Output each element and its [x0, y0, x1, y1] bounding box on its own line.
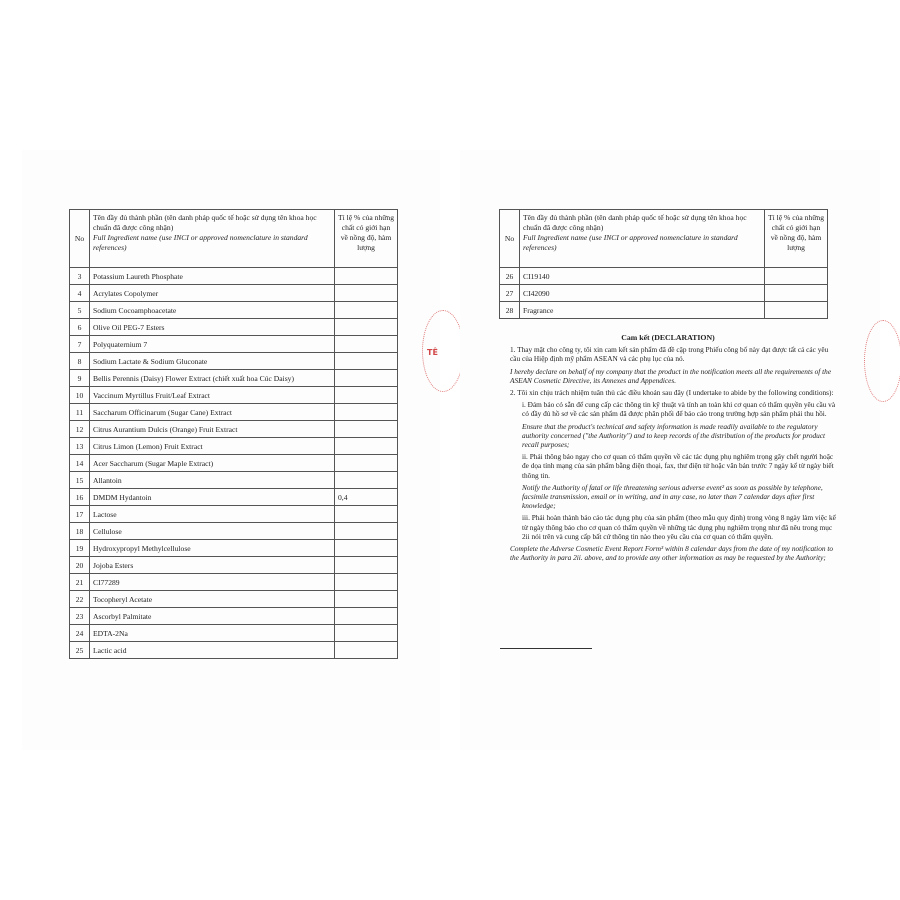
row-ingredient-name: Sodium Lactate & Sodium Gluconate [90, 353, 335, 370]
row-no: 8 [70, 353, 90, 370]
row-percentage [335, 387, 398, 404]
declaration-section [500, 333, 836, 565]
table-row [70, 319, 398, 336]
row-no: 7 [70, 336, 90, 353]
row-no: 28 [500, 302, 520, 319]
row-percentage [335, 523, 398, 540]
row-no: 15 [70, 472, 90, 489]
row-ingredient-name: Tocopheryl Acetate [90, 591, 335, 608]
table-row [70, 370, 398, 387]
row-ingredient-name: Citrus Aurantium Dulcis (Orange) Fruit Extract [90, 421, 335, 438]
row-percentage [335, 642, 398, 659]
row-no: 26 [500, 268, 520, 285]
table-row [70, 608, 398, 625]
condition-ii-en: Notify the Authority of fatal or life threatening serious adverse event² as soon as possible by telephone, facsimile transmission, email or in writing, and in any case, no later than 7 calendar days after first knowledge; [522, 482, 823, 511]
row-ingredient-name: Acer Saccharum (Sugar Maple Extract) [90, 455, 335, 472]
table-row [70, 421, 398, 438]
table-row [70, 557, 398, 574]
row-percentage [335, 472, 398, 489]
row-ingredient-name: Jojoba Esters [90, 557, 335, 574]
row-no: 12 [70, 421, 90, 438]
row-no: 16 [70, 489, 90, 506]
table-row [70, 506, 398, 523]
row-percentage [335, 608, 398, 625]
table-row [70, 353, 398, 370]
row-percentage [335, 506, 398, 523]
header-pct: Tỉ lệ % của những chất có giới hạn về nồng độ, hàm lượng [335, 210, 398, 268]
ingredient-table-left [69, 209, 398, 659]
table-row [70, 523, 398, 540]
declaration-p1-vi: 1. Thay mặt cho công ty, tôi xin cam kết sản phẩm đã đề cập trong Phiếu công bố này đạt được tất cả các yêu cầu của Hiệp định mỹ phẩm ASEAN và các phụ lục của nó. [510, 345, 829, 364]
row-no: 22 [70, 591, 90, 608]
table-row [70, 472, 398, 489]
row-no: 6 [70, 319, 90, 336]
table-row [70, 336, 398, 353]
left-page [22, 150, 440, 750]
right-page [460, 150, 880, 750]
row-percentage [335, 421, 398, 438]
table-row [500, 268, 828, 285]
row-percentage [335, 285, 398, 302]
table-row [70, 540, 398, 557]
row-no: 5 [70, 302, 90, 319]
row-no: 3 [70, 268, 90, 285]
row-ingredient-name: Citrus Limon (Lemon) Fruit Extract [90, 438, 335, 455]
row-no: 9 [70, 370, 90, 387]
table-row [70, 302, 398, 319]
row-no: 24 [70, 625, 90, 642]
table-row [70, 438, 398, 455]
condition-i-vi: i. Đảm bảo có sẵn để cung cấp các thông tin kỹ thuật và tính an toàn khi cơ quan có thẩm quyền yêu cầu và có đầy đủ hồ sơ về các sản phẩm đã được phân phối để báo cáo trong trường hợp sản phẩm phải thu hồi. [522, 400, 836, 419]
table-row [70, 642, 398, 659]
table-row [500, 285, 828, 302]
table-row [70, 285, 398, 302]
row-ingredient-name: Ascorbyl Palmitate [90, 608, 335, 625]
row-no: 18 [70, 523, 90, 540]
row-percentage [335, 574, 398, 591]
row-ingredient-name: Potassium Laureth Phosphate [90, 268, 335, 285]
row-no: 20 [70, 557, 90, 574]
row-percentage [335, 319, 398, 336]
header-name-en: Full Ingredient name (use INCI or approved nomenclature in standard references) [93, 233, 308, 252]
header-name-vi: Tên đầy đủ thành phần (tên danh pháp quốc tế hoặc sử dụng tên khoa học chuẩn đã được công nhận) [523, 213, 747, 232]
header-name-en: Full Ingredient name (use INCI or approved nomenclature in standard references) [523, 233, 738, 252]
signature-line [500, 648, 592, 649]
row-no: 4 [70, 285, 90, 302]
header-no: No [70, 210, 90, 268]
row-ingredient-name: EDTA-2Na [90, 625, 335, 642]
table-row [500, 302, 828, 319]
table-row [70, 404, 398, 421]
row-percentage [335, 353, 398, 370]
header-pct: Tỉ lệ % của những chất có giới hạn về nồng độ, hàm lượng [765, 210, 828, 268]
row-ingredient-name: Acrylates Copolymer [90, 285, 335, 302]
row-ingredient-name: Cellulose [90, 523, 335, 540]
row-ingredient-name: CI42090 [520, 285, 765, 302]
row-percentage [335, 370, 398, 387]
row-percentage [335, 302, 398, 319]
row-percentage [335, 336, 398, 353]
row-no: 17 [70, 506, 90, 523]
row-percentage [335, 591, 398, 608]
row-no: 21 [70, 574, 90, 591]
row-percentage [335, 268, 398, 285]
declaration-p1-en: I hereby declare on behalf of my company that the product in the notification meets all the requirements of the ASEAN Cosmetic Directive, its Annexes and Appendices. [510, 366, 832, 385]
row-ingredient-name: CI19140 [520, 268, 765, 285]
row-no: 10 [70, 387, 90, 404]
row-ingredient-name: Fragrance [520, 302, 765, 319]
row-percentage: 0,4 [335, 489, 398, 506]
condition-i-en: Ensure that the product's technical and safety information is made readily available to the regulatory authority concerned ("the Authority") and to keep records of the distribution of the products for product recall purposes; [522, 421, 826, 450]
row-no: 14 [70, 455, 90, 472]
row-ingredient-name: Bellis Perennis (Daisy) Flower Extract (chiết xuất hoa Cúc Daisy) [90, 370, 335, 387]
row-percentage [335, 404, 398, 421]
table-row [70, 268, 398, 285]
row-ingredient-name: Saccharum Officinarum (Sugar Cane) Extract [90, 404, 335, 421]
row-ingredient-name: DMDM Hydantoin [90, 489, 335, 506]
row-percentage [335, 557, 398, 574]
row-percentage [765, 285, 828, 302]
row-ingredient-name: CI77289 [90, 574, 335, 591]
row-percentage [765, 302, 828, 319]
table-row [70, 387, 398, 404]
row-percentage [335, 438, 398, 455]
table-row [70, 455, 398, 472]
header-name [90, 210, 335, 268]
row-no: 25 [70, 642, 90, 659]
condition-iii-vi: iii. Phải hoàn thành báo cáo tác dụng phụ của sản phẩm (theo mẫu quy định) trong vòng 8 ngày làm việc kể từ ngày thông báo cho cơ quan có thẩm quyền về những tác dụng phụ nghiêm trọng như đã nêu trong mục 2ii nói trên và cung cấp bất cứ thông tin nào theo yêu cầu của cơ quan có thẩm quyền. [522, 513, 836, 541]
row-percentage [765, 268, 828, 285]
row-ingredient-name: Allantoin [90, 472, 335, 489]
table-row [70, 625, 398, 642]
ingredient-table-right [499, 209, 828, 319]
condition-iii-en: Complete the Adverse Cosmetic Event Report Form³ within 8 calendar days from the date of my notification to the Authority in para 2ii. above, and to provide any other information as may be requested by the Authority; [510, 544, 833, 563]
table-row [70, 591, 398, 608]
row-ingredient-name: Lactic acid [90, 642, 335, 659]
declaration-p2: 2. Tôi xin chịu trách nhiệm tuân thủ các điều khoản sau đây (I undertake to abide by the following conditions): [510, 388, 834, 398]
table-header [500, 210, 828, 268]
table-row [70, 574, 398, 591]
condition-ii-vi: ii. Phải thông báo ngay cho cơ quan có thẩm quyền về các tác dụng phụ nghiêm trọng gây chết người hoặc đe dọa tính mạng của sản phẩm bằng điện thoại, fax, thư điện tử hoặc văn bản trước 7 ngày kể từ ngày biết thông tin. [522, 452, 834, 480]
row-ingredient-name: Lactose [90, 506, 335, 523]
table-header [70, 210, 398, 268]
row-no: 11 [70, 404, 90, 421]
row-percentage [335, 540, 398, 557]
row-no: 27 [500, 285, 520, 302]
row-no: 13 [70, 438, 90, 455]
stamp-text: TÊ [427, 348, 438, 357]
row-no: 23 [70, 608, 90, 625]
stamp-arc-right [864, 320, 900, 402]
row-percentage [335, 625, 398, 642]
declaration-title: Cam kết (DECLARATION) [621, 333, 715, 342]
header-name-vi: Tên đầy đủ thành phần (tên danh pháp quốc tế hoặc sử dụng tên khoa học chuẩn đã được công nhận) [93, 213, 317, 232]
row-ingredient-name: Polyquaternium 7 [90, 336, 335, 353]
row-no: 19 [70, 540, 90, 557]
row-ingredient-name: Hydroxypropyl Methylcellulose [90, 540, 335, 557]
row-ingredient-name: Olive Oil PEG-7 Esters [90, 319, 335, 336]
table-row [70, 489, 398, 506]
row-ingredient-name: Vaccinum Myrtillus Fruit/Leaf Extract [90, 387, 335, 404]
row-ingredient-name: Sodium Cocoamphoacetate [90, 302, 335, 319]
row-percentage [335, 455, 398, 472]
header-no: No [500, 210, 520, 268]
header-name [520, 210, 765, 268]
